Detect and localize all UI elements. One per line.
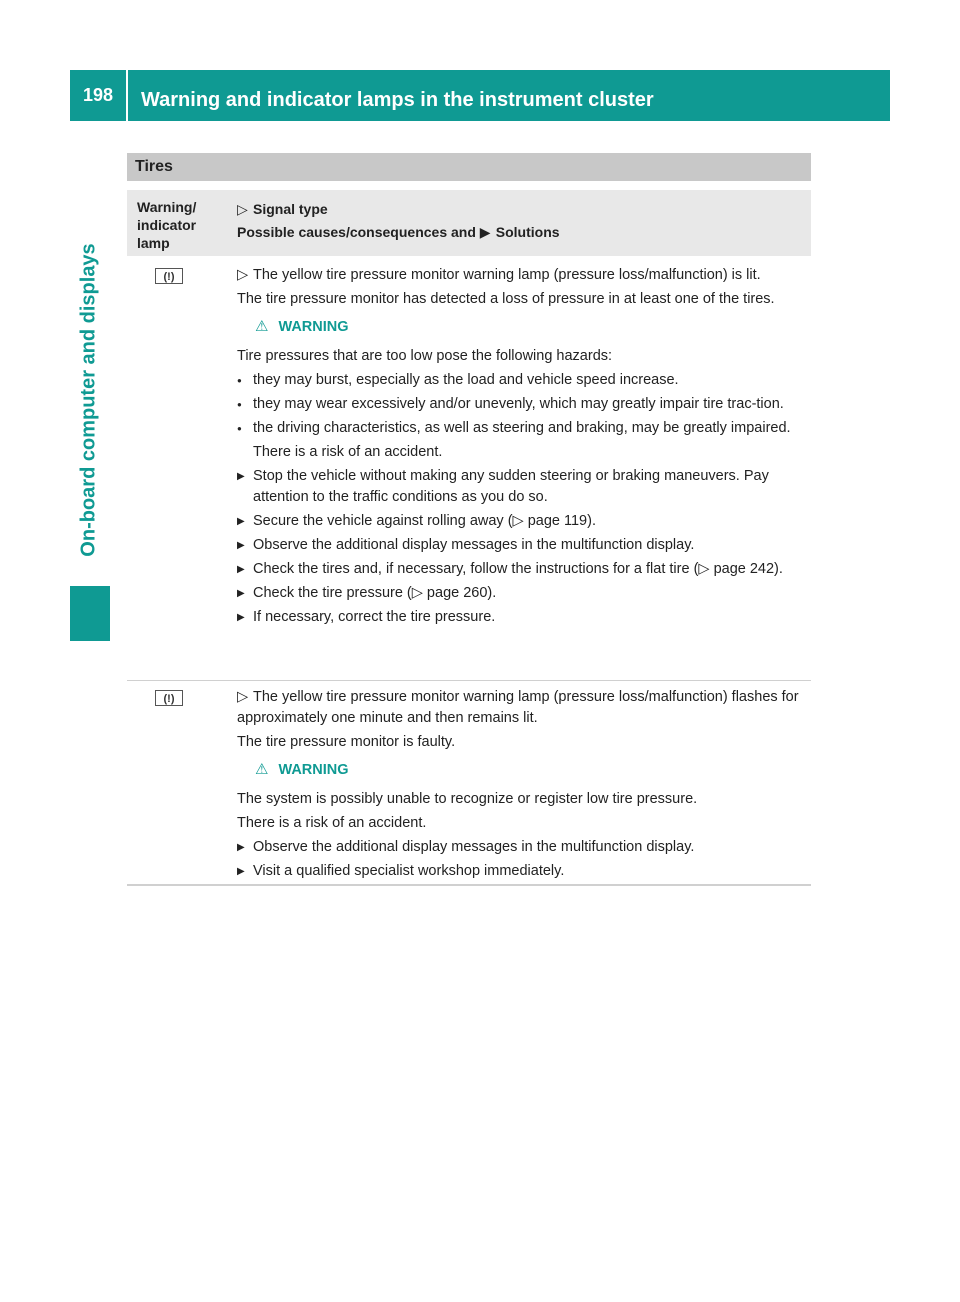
header-divider (126, 70, 128, 121)
signal-column-header: ▷ Signal type Possible causes/consequences and ▶ Solutions (237, 198, 560, 244)
section-title: Tires (127, 153, 811, 181)
page-title: Warning and indicator lamps in the instrument cluster (141, 89, 654, 111)
row-content (237, 687, 805, 885)
list-item: ▶ Secure the vehicle against rolling away (▷ page 119). (237, 511, 805, 532)
list-item: ● they may burst, especially as the load and vehicle speed increase. (237, 370, 805, 391)
warning-triangle-icon: ⚠ (255, 318, 269, 335)
warning-heading: ⚠ WARNING (255, 761, 349, 778)
list-item: ▶ Observe the additional display messages in the multifunction display. (237, 535, 805, 556)
tire-pressure-warning-icon: (!) (155, 268, 183, 284)
warning-intro: Tire pressures that are too low pose the following hazards: (237, 348, 613, 364)
list-item: ▶ Observe the additional display messages in the multifunction display. (237, 837, 805, 858)
list-item: ▶ Check the tires and, if necessary, follow the instructions for a flat tire (▷ page 242). (237, 559, 805, 580)
list-item: ▶ Visit a qualified specialist workshop immediately. (237, 861, 805, 882)
warning-text: The system is possibly unable to recognize or register low tire pressure. (237, 791, 698, 807)
list-item: ▶ Check the tire pressure (▷ page 260). (237, 583, 805, 604)
cause-text: The tire pressure monitor has detected a loss of pressure in at least one of the tires. (237, 291, 775, 307)
tire-pressure-warning-icon: (!) (155, 690, 183, 706)
cause-text: The tire pressure monitor is faulty. (237, 734, 456, 750)
row-content (237, 265, 805, 631)
signal-type-icon: ▷ (237, 201, 248, 217)
warning-heading: ⚠ WARNING (255, 318, 349, 335)
page-number: 198 (82, 85, 114, 105)
table-row (127, 262, 811, 681)
risk-text: There is a risk of an accident. (253, 444, 443, 460)
table-row (127, 684, 811, 886)
solutions-arrow-icon: ▶ (479, 224, 491, 240)
list-item: ▶ If necessary, correct the tire pressure. (237, 607, 805, 628)
risk-text: There is a risk of an accident. (237, 815, 427, 831)
list-item: ▶ Stop the vehicle without making any sudden steering or braking maneuvers. Pay attention to the traffic conditions as you do so. (237, 466, 805, 508)
signal-text: ▷ The yellow tire pressure monitor warning lamp (pressure loss/malfunction) is lit. (237, 265, 805, 286)
table-header (127, 190, 811, 256)
signal-text: ▷ The yellow tire pressure monitor warning lamp (pressure loss/malfunction) flashes for approximately one minute and then remains lit. (237, 689, 799, 726)
list-item: ● the driving characteristics, as well as steering and braking, may be greatly impaired. (237, 418, 805, 439)
side-tab-marker (70, 586, 110, 641)
signal-type-icon: ▷ (237, 267, 249, 283)
side-tab-title: On-board computer and displays (77, 243, 100, 557)
list-item: ● they may wear excessively and/or unevenly, which may greatly impair tire trac-tion. (237, 394, 805, 415)
lamp-column-header: Warning/ indicator lamp (137, 199, 197, 251)
signal-type-icon: ▷ (237, 689, 249, 705)
warning-triangle-icon: ⚠ (255, 761, 269, 778)
